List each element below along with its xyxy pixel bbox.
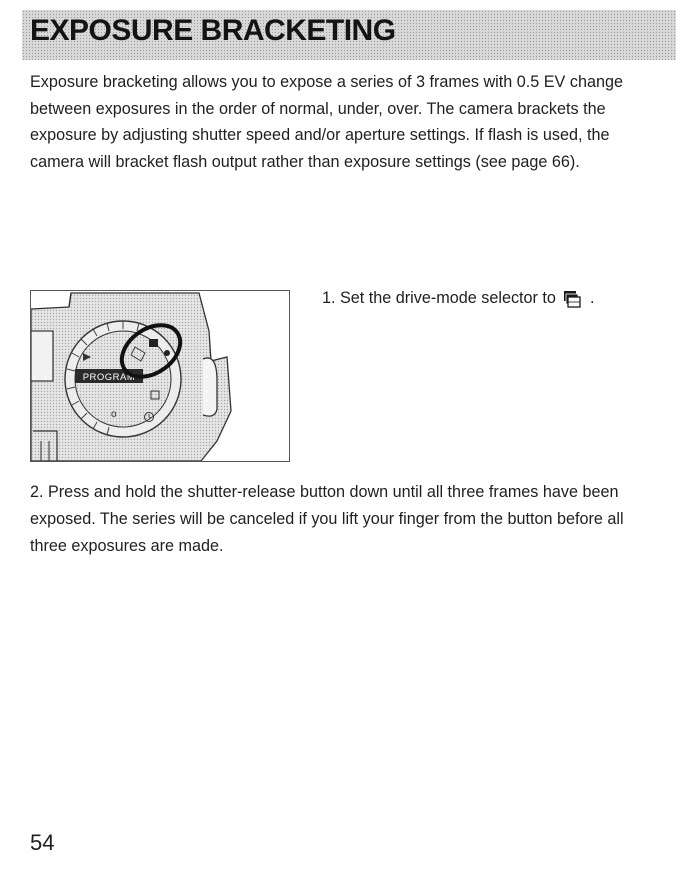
- camera-dial-illustration: [30, 290, 290, 462]
- intro-paragraph: Exposure bracketing allows you to expose a series of 3 frames with 0.5 EV change between exposures in the order of normal, under, over. The camera brackets the exposure by adjusting shutter speed and/or aperture settings. If flash is used, the camera will bracket flash output rather than exposure settings (see page 66).: [30, 73, 623, 171]
- svg-text:o: o: [111, 409, 117, 420]
- page-number: 54: [30, 830, 55, 855]
- camera-top-view-icon: [31, 291, 289, 461]
- step-1-text: 1. Set the drive-mode selector to: [322, 289, 556, 307]
- dial-program-label: PROGRAM: [82, 372, 136, 383]
- step-2: 2. Press and hold the shutter-release button down until all three frames have been exposed. The series will be canceled if you lift your finger from the button before all three exposures are made.: [30, 483, 624, 556]
- step-1: [322, 286, 594, 310]
- bracketing-drive-icon: [563, 290, 581, 308]
- page-title: EXPOSURE BRACKETING: [30, 14, 396, 47]
- step-1-suffix: .: [589, 289, 595, 307]
